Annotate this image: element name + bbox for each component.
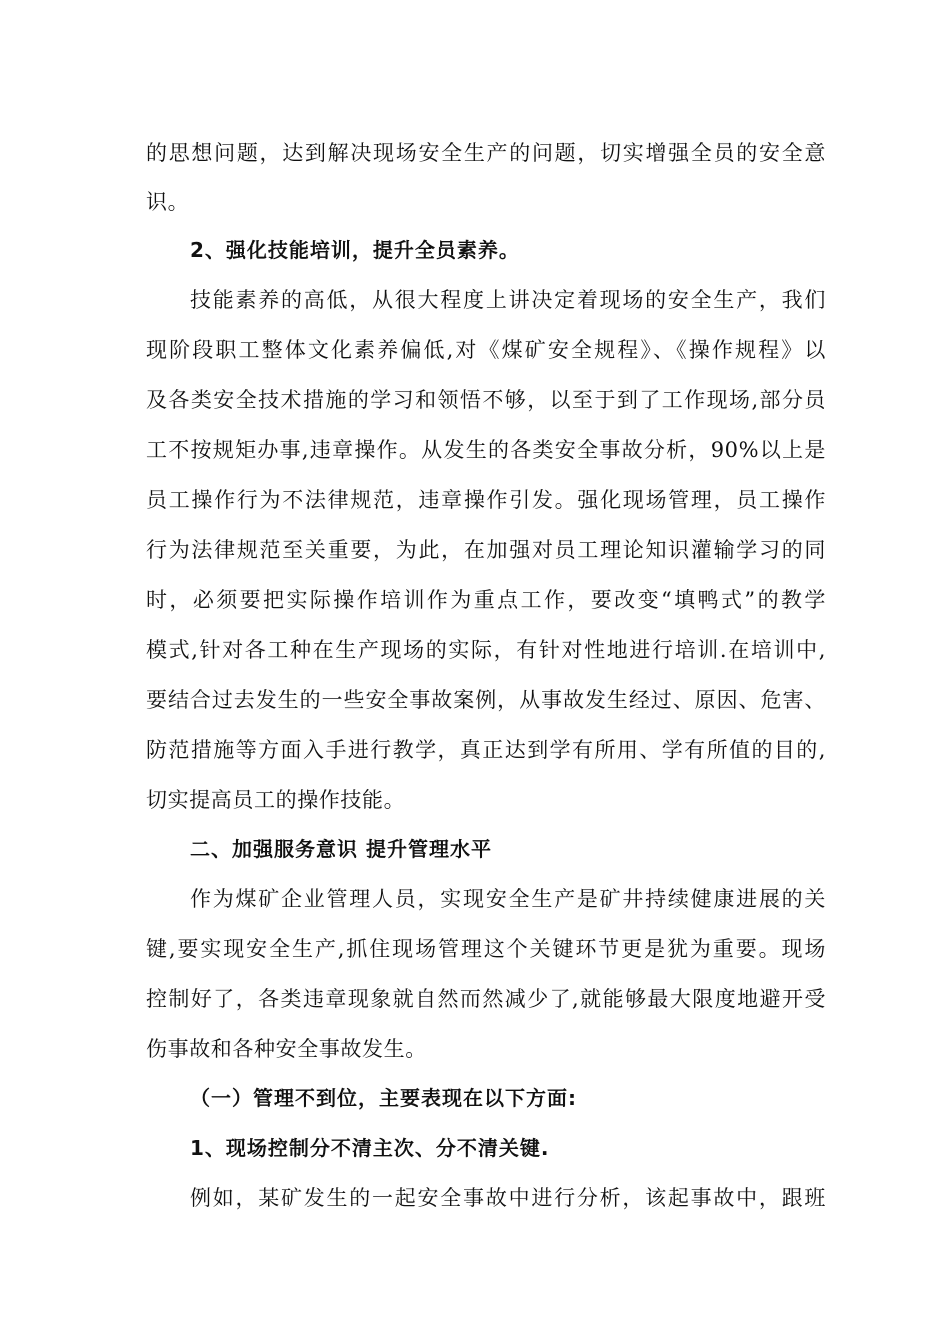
body-text-line: 技能素养的高低，从很大程度上讲决定着现场的安全生产，我们 [190,288,826,312]
body-text-line: 识。 [146,190,190,214]
body-text-line: 工不按规矩办事,违章操作。从发生的各类安全事故分析，90%以上是 [146,438,826,462]
body-text-line: 切实提高员工的操作技能。 [146,788,406,812]
body-text-line: 防范措施等方面入手进行教学，真正达到学有所用、学有所值的目的, [146,738,826,762]
body-text-line: 键,要实现安全生产,抓住现场管理这个关键环节更是犹为重要。现场 [146,937,826,961]
body-text-line: 控制好了，各类违章现象就自然而然减少了,就能够最大限度地避开受 [146,987,826,1011]
body-text-line: 员工操作行为不法律规范，违章操作引发。强化现场管理，员工操作 [146,488,826,512]
body-text-line: 行为法律规范至关重要，为此，在加强对员工理论知识灌输学习的同 [146,538,826,562]
body-text-line: 伤事故和各种安全事故发生。 [146,1037,427,1061]
body-text-line: 模式,针对各工种在生产现场的实际，有针对性地进行培训.在培训中, [146,638,826,662]
body-text-line: 及各类安全技术措施的学习和领悟不够，以至于到了工作现场,部分员 [146,388,826,412]
subsection-heading: 1、现场控制分不清主次、分不清关键. [190,1136,550,1160]
body-text-line: 作为煤矿企业管理人员，实现安全生产是矿井持续健康进展的关 [190,887,826,911]
body-text-line: 时，必须要把实际操作培训作为重点工作，要改变“填鸭式”的教学 [146,588,826,612]
body-text-line: 例如，某矿发生的一起安全事故中进行分析，该起事故中，跟班 [190,1186,826,1210]
body-text-line: 要结合过去发生的一些安全事故案例，从事故发生经过、原因、危害、 [146,688,826,712]
body-text-line: 现阶段职工整体文化素养偏低,对《煤矿安全规程》、《操作规程》以 [146,338,826,362]
body-text-line: 的思想问题，达到解决现场安全生产的问题，切实增强全员的安全意 [146,141,826,165]
section-heading: 2、强化技能培训，提升全员素养。 [190,238,520,262]
section-heading: 二、加强服务意识 提升管理水平 [190,837,492,861]
subsection-heading: （一）管理不到位，主要表现在以下方面: [190,1086,577,1110]
